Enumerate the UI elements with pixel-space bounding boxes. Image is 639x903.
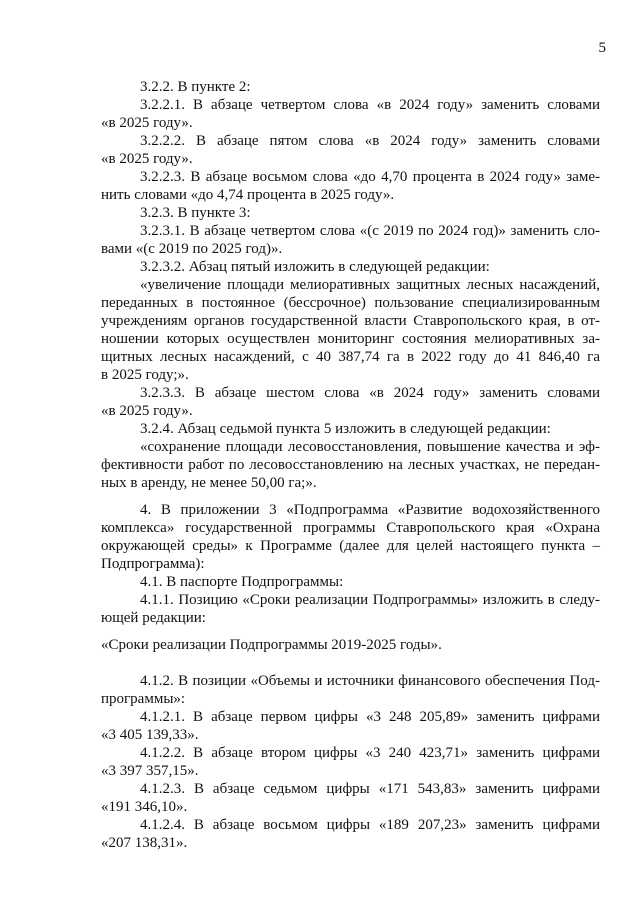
text-line: программы»:: [101, 691, 186, 707]
page-number: 5: [598, 40, 606, 56]
text-line: ющей редакции:: [101, 610, 206, 626]
text-line: 4.1.2.4. В абзаце восьмом цифры «189 207,23» заменить цифрами: [140, 817, 600, 833]
text-line: 3.2.3. В пункте 3:: [140, 205, 251, 221]
text-line: 4. В приложении 3 «Подпрограмма «Развитие водохозяйственного: [140, 502, 600, 518]
text-line: «сохранение площади лесовосстановления, повышение качества и эф-: [140, 439, 600, 455]
text-line: 3.2.3.1. В абзаце четвертом слова «(с 2019 по 2024 год)» заменить сло-: [140, 223, 600, 239]
text-line: «в 2025 году».: [101, 115, 193, 131]
text-line: учреждениям органов государственной власти Ставропольского края, в от-: [101, 313, 600, 329]
text-line: 3.2.2.2. В абзаце пятом слова «в 2024 году» заменить словами: [140, 133, 600, 149]
text-line: 3.2.3.3. В абзаце шестом слова «в 2024 году» заменить словами: [140, 385, 600, 401]
text-line: 3.2.2. В пункте 2:: [140, 79, 251, 95]
text-line: «3 397 357,15».: [101, 763, 199, 779]
text-line: 4.1. В паспорте Подпрограммы:: [140, 574, 344, 590]
text-line: «191 346,10».: [101, 799, 188, 815]
text-line: 3.2.3.2. Абзац пятый изложить в следующей редакции:: [140, 259, 490, 275]
text-line: фективности работ по лесовосстановлению на лесных участках, не передан-: [101, 457, 600, 473]
text-line: 4.1.1. Позицию «Сроки реализации Подпрограммы» изложить в следу-: [140, 592, 600, 608]
text-line: 4.1.2. В позиции «Объемы и источники финансового обеспечения Под-: [140, 673, 600, 689]
text-line: «увеличение площади мелиоративных защитных лесных насаждений,: [140, 277, 600, 293]
text-line: «в 2025 году».: [101, 151, 193, 167]
text-line: «3 405 139,33».: [101, 727, 199, 743]
text-line: «в 2025 году».: [101, 403, 193, 419]
text-line: переданных в постоянное (бессрочное) пользование специализированным: [101, 295, 600, 311]
text-line: в 2025 году;».: [101, 367, 189, 383]
text-line: 3.2.2.1. В абзаце четвертом слова «в 2024 году» заменить словами: [140, 97, 600, 113]
text-line: щитных лесных насаждений, с 40 387,74 га в 2022 году до 41 846,40 га: [101, 349, 600, 365]
text-line: 4.1.2.2. В абзаце втором цифры «3 240 423,71» заменить цифрами: [140, 745, 600, 761]
text-line: 3.2.4. Абзац седьмой пункта 5 изложить в следующей редакции:: [140, 421, 551, 437]
text-line: Подпрограмма):: [101, 556, 205, 572]
text-line: «207 138,31».: [101, 835, 188, 851]
text-line: 4.1.2.1. В абзаце первом цифры «3 248 205,89» заменить цифрами: [140, 709, 600, 725]
text-line: 3.2.2.3. В абзаце восьмом слова «до 4,70 процента в 2024 году» заме-: [140, 169, 600, 185]
text-line: комплекса» государственной программы Ставропольского края «Охрана: [101, 520, 600, 536]
text-line: ных в аренду, не менее 50,00 га;».: [101, 475, 317, 491]
text-line: 4.1.2.3. В абзаце седьмом цифры «171 543,83» заменить цифрами: [140, 781, 600, 797]
text-line: окружающей среды» к Программе (далее для целей настоящего пункта –: [101, 538, 600, 554]
text-line: вами «(с 2019 по 2025 год)».: [101, 241, 283, 257]
text-line: ношении которых осуществлен мониторинг состояния мелиоративных за-: [101, 331, 600, 347]
text-line: нить словами «до 4,74 процента в 2025 году».: [101, 187, 395, 203]
text-line: «Сроки реализации Подпрограммы 2019-2025 годы».: [101, 637, 442, 653]
